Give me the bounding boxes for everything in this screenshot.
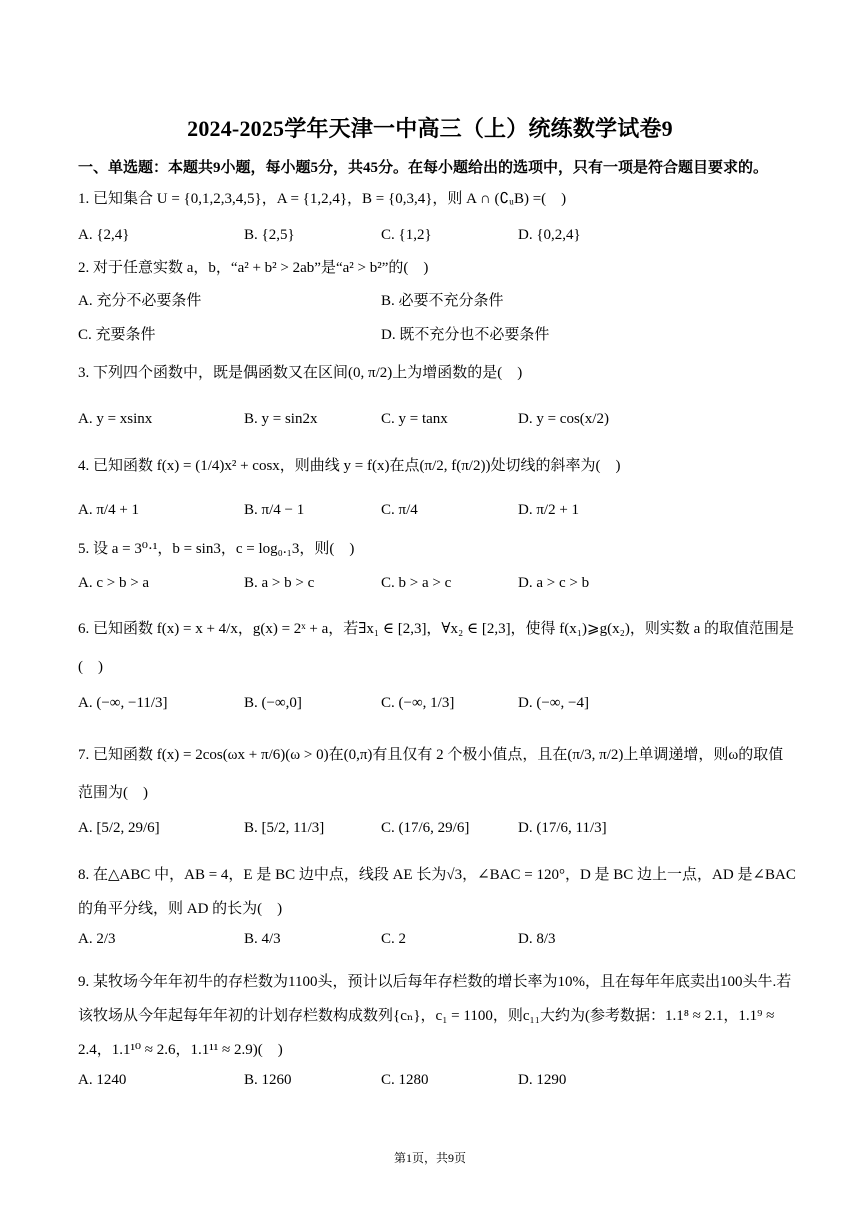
option-b: B. π/4 − 1	[244, 502, 305, 518]
question-5-options	[78, 570, 798, 596]
option-a: A. (−∞, −11/3]	[78, 695, 168, 711]
option-c: C. 充要条件	[78, 327, 156, 343]
option-a: A. 2/3	[78, 931, 116, 947]
option-c: C. (−∞, 1/3]	[381, 695, 455, 711]
question-7-stem: 7. 已知函数 f(x) = 2cos(ωx + π/6)(ω > 0)在(0,π)有且仅有 2 个极小值点，且在(π/3, π/2)上单调递增，则ω的取值范围为( )	[78, 747, 784, 801]
option-d: D. {0,2,4}	[518, 227, 581, 243]
question-1-stem: 1. 已知集合 U = {0,1,2,3,4,5}，A = {1,2,4}，B = {0,3,4}，则 A ∩ (∁ᵤB) =( )	[78, 191, 567, 207]
option-d: D. 1290	[518, 1072, 567, 1088]
option-d: D. y = cos(x/2)	[518, 411, 609, 427]
option-d: D. a > c > b	[518, 575, 590, 591]
question-2-options-row2	[78, 322, 798, 348]
question-4-stem: 4. 已知函数 f(x) = (1/4)x² + cosx，则曲线 y = f(x)在点(π/2, f(π/2))处切线的斜率为( )	[78, 458, 621, 474]
section-heading: 一、单选题：本题共9小题，每小题5分，共45分。在每小题给出的选项中，只有一项是符合题目要求的。	[78, 160, 769, 176]
question-2-stem: 2. 对于任意实数 a，b，“a² + b² > 2ab”是“a² > b²”的( )	[78, 260, 429, 276]
option-d: D. (−∞, −4]	[518, 695, 589, 711]
option-a: A. π/4 + 1	[78, 502, 140, 518]
option-b: B. 必要不充分条件	[381, 293, 504, 309]
option-b: B. (−∞,0]	[244, 695, 302, 711]
option-a: A. 1240	[78, 1072, 127, 1088]
option-c: C. 2	[381, 931, 407, 947]
page-footer: 第1页，共9页	[393, 1151, 466, 1165]
question-2-options-row1	[78, 288, 798, 314]
option-d: D. 8/3	[518, 931, 556, 947]
option-c: C. 1280	[381, 1072, 429, 1088]
option-c: C. π/4	[381, 502, 418, 518]
option-a: A. [5/2, 29/6]	[78, 820, 160, 836]
option-b: B. y = sin2x	[244, 411, 318, 427]
option-a: A. c > b > a	[78, 575, 150, 591]
question-3-options	[78, 406, 798, 432]
option-a: A. 充分不必要条件	[78, 293, 202, 309]
question-1-options	[78, 222, 798, 248]
question-9-options	[78, 1067, 798, 1093]
option-c: C. (17/6, 29/6]	[381, 820, 470, 836]
option-a: A. y = xsinx	[78, 411, 153, 427]
question-9-stem: 9. 某牧场今年年初牛的存栏数为1100头，预计以后每年存栏数的增长率为10%，且在每年年底卖出100头牛.若该牧场从今年起每年年初的计划存栏数构成数列{cₙ}，c₁ = 1100，则c₁₁大约为(参考数据：1.1⁸ ≈ 2.1，1.1⁹ ≈ 2.4，1.1¹⁰ ≈ 2.6，1.1¹¹ ≈ 2.9)( )	[78, 974, 792, 1058]
question-8-options	[78, 926, 798, 952]
question-8-stem: 8. 在△ABC 中，AB = 4，E 是 BC 边中点，线段 AE 长为√3，∠BAC = 120°，D 是 BC 边上一点，AD 是∠BAC 的角平分线，则 AD 的长为( )	[78, 867, 796, 917]
option-d: D. π/2 + 1	[518, 502, 580, 518]
option-b: B. 4/3	[244, 931, 281, 947]
option-b: B. a > b > c	[244, 575, 315, 591]
question-5-stem: 5. 设 a = 3⁰·¹，b = sin3，c = log₀.₁3，则( )	[78, 541, 355, 557]
option-d: D. 既不充分也不必要条件	[381, 327, 550, 343]
option-c: C. b > a > c	[381, 575, 452, 591]
option-b: B. {2,5}	[244, 227, 295, 243]
question-6-options	[78, 690, 798, 716]
option-b: B. 1260	[244, 1072, 292, 1088]
question-6-stem: 6. 已知函数 f(x) = x + 4/x，g(x) = 2ˣ + a，若∃x₁ ∈ [2,3]，∀x₂ ∈ [2,3]，使得 f(x₁)⩾g(x₂)，则实数 a 的取值范围是( )	[78, 621, 794, 675]
option-c: C. {1,2}	[381, 227, 432, 243]
option-d: D. (17/6, 11/3]	[518, 820, 607, 836]
option-b: B. [5/2, 11/3]	[244, 820, 325, 836]
option-c: C. y = tanx	[381, 411, 448, 427]
question-4-options	[78, 497, 798, 523]
question-3-stem: 3. 下列四个函数中，既是偶函数又在区间(0, π/2)上为增函数的是( )	[78, 365, 523, 381]
page-title: 2024-2025学年天津一中高三（上）统练数学试卷9	[187, 116, 673, 141]
option-a: A. {2,4}	[78, 227, 130, 243]
question-7-options	[78, 815, 798, 841]
